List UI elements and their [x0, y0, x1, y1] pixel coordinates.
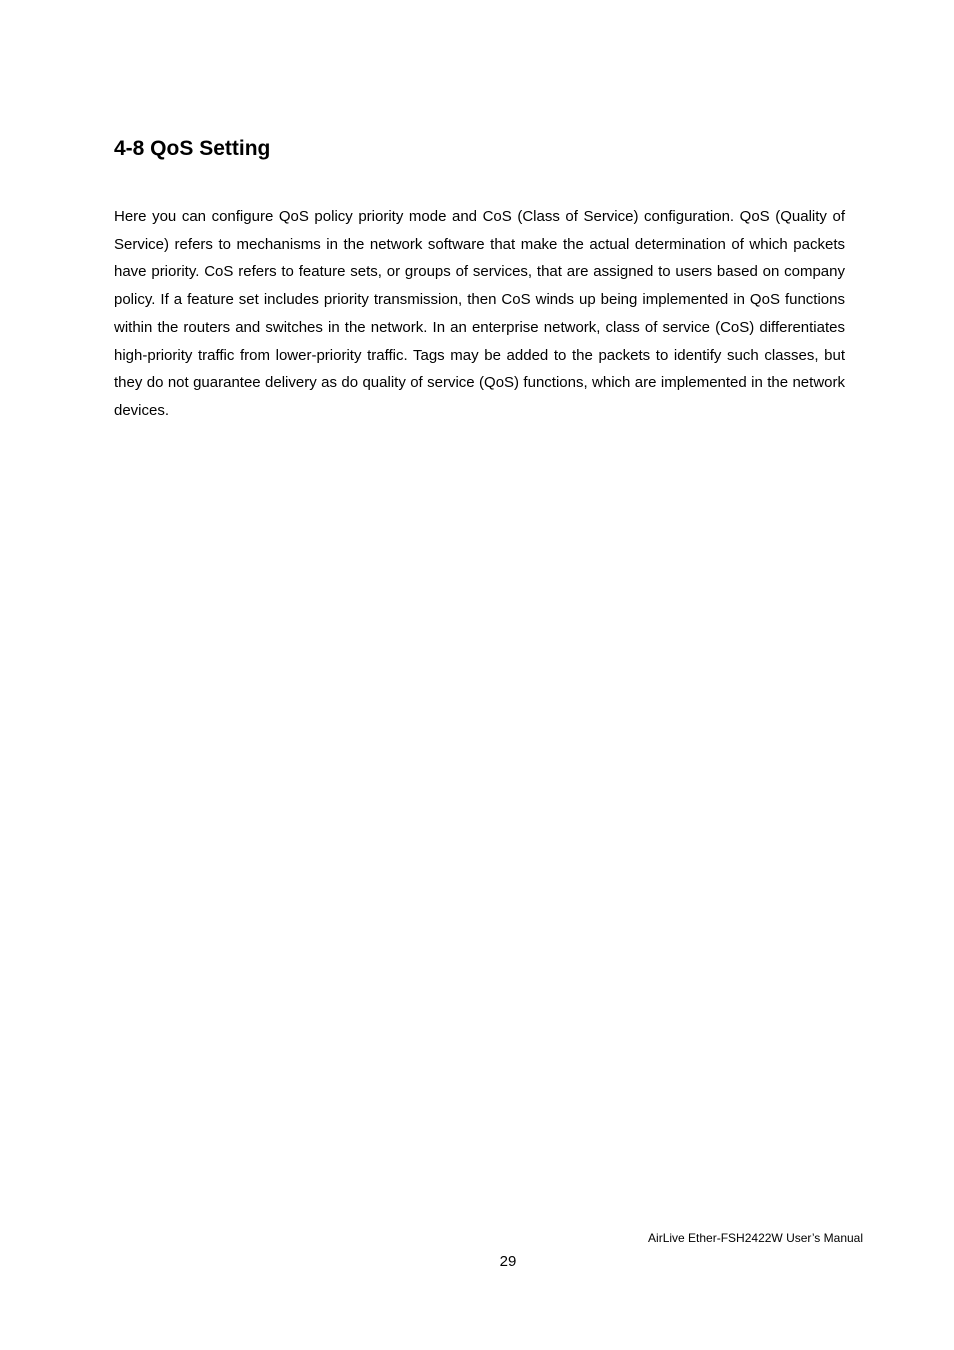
- footer-manual-title: AirLive Ether-FSH2422W User’s Manual: [648, 1231, 863, 1245]
- page-number: 29: [499, 1253, 517, 1270]
- section-body-paragraph: Here you can configure QoS policy priority mode and CoS (Class of Service) configuration. QoS (Quality of Service) refers to mechanisms in the network software that make the actual determination of which packets have priority. CoS refers to feature sets, or groups of services, that are assigned to users based on company policy. If a feature set includes priority transmission, then CoS winds up being implemented in QoS functions within the routers and switches in the network. In an enterprise network, class of service (CoS) differentiates high-priority traffic from lower-priority traffic. Tags may be added to the packets to identify such classes, but they do not guarantee delivery as do quality of service (QoS) functions, which are implemented in the network devices.: [114, 208, 845, 419]
- section-heading: 4-8 QoS Setting: [114, 137, 271, 160]
